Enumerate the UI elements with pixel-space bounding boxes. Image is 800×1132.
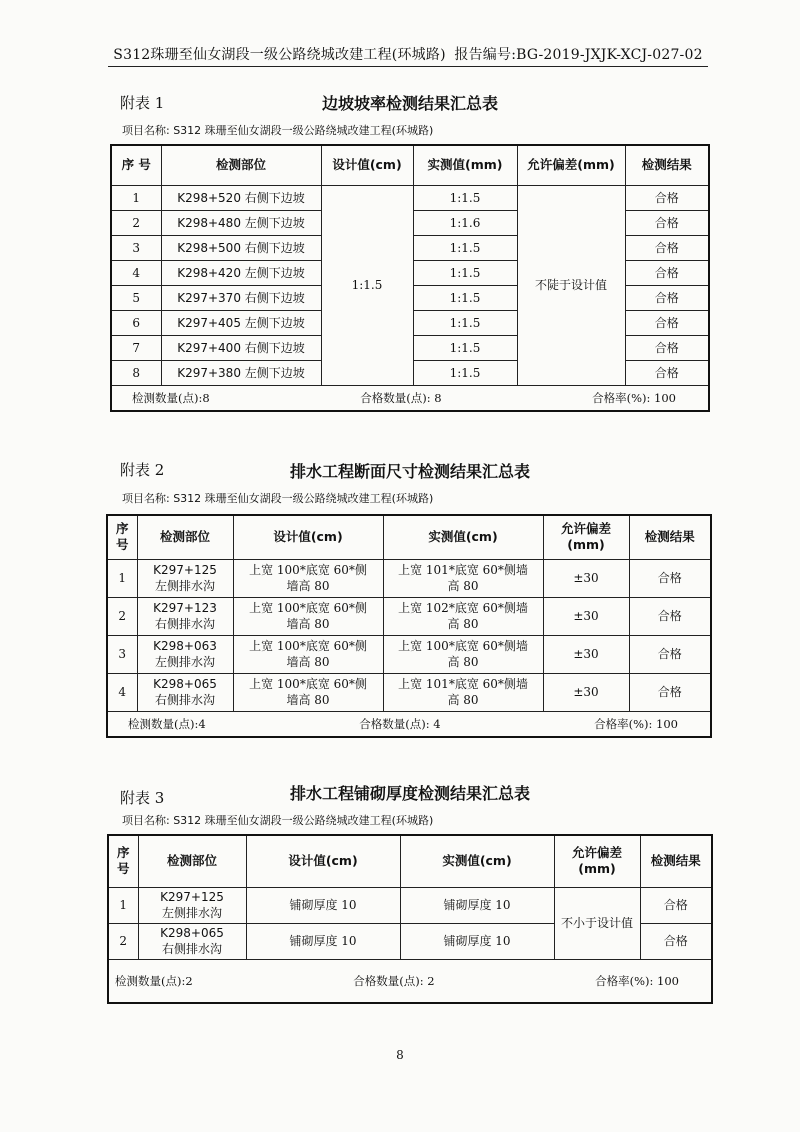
col-header: 允许偏差(mm) (554, 835, 640, 887)
measured-cell (383, 597, 543, 635)
location-cell (137, 635, 233, 673)
measured-cell (383, 559, 543, 597)
slope-table (110, 144, 710, 412)
pass-rate: 合格率(%): 100 (594, 716, 678, 731)
measured-cell (383, 635, 543, 673)
result-cell: 合格 (625, 235, 709, 260)
measured-cell: 1:1.5 (413, 310, 517, 335)
location-side: 左侧排水沟 (154, 579, 215, 593)
measured-line: 上宽 102*底宽 60*侧墙 (398, 601, 528, 615)
annex-1-label: 附表 1 (120, 94, 165, 112)
location-cell: K297+380 左侧下边坡 (161, 360, 321, 385)
measured-line: 上宽 101*底宽 60*侧墙 (398, 677, 528, 691)
col-header: 实测值(mm) (413, 145, 517, 185)
table3-title: 排水工程铺砌厚度检测结果汇总表 (289, 784, 530, 803)
measured-line: 高 80 (447, 579, 479, 593)
design-line: 上宽 100*底宽 60*侧 (249, 677, 367, 691)
table-header-row (107, 515, 711, 559)
row-number: 1 (107, 559, 137, 597)
row-number: 1 (108, 887, 138, 923)
measured-line: 上宽 101*底宽 60*侧墙 (398, 563, 528, 577)
location-cell: K298+420 左侧下边坡 (161, 260, 321, 285)
annex-2-label: 附表 2 (120, 461, 165, 479)
result-cell: 合格 (625, 185, 709, 210)
col-header: 检测部位 (161, 145, 321, 185)
location-side: 左侧排水沟 (161, 906, 222, 920)
row-number: 3 (111, 235, 161, 260)
measured-cell: 铺砌厚度 10 (400, 923, 554, 959)
col-header: 设计值(cm) (321, 145, 413, 185)
location-cell (138, 887, 246, 923)
location-cell: K297+370 右侧下边坡 (161, 285, 321, 310)
col-header: 设计值(cm) (246, 835, 400, 887)
project-title: S312珠珊至仙女湖段一级公路绕城改建工程(环城路) (113, 47, 446, 63)
design-line: 上宽 100*底宽 60*侧 (249, 639, 367, 653)
station: K297+123 (153, 601, 217, 615)
row-number: 8 (111, 360, 161, 385)
station: K297+125 (153, 563, 217, 577)
measured-cell: 1:1.5 (413, 235, 517, 260)
report-number: BG-2019-JXJK-XCJ-027-02 (516, 47, 703, 63)
summary-row (107, 711, 711, 737)
result-cell: 合格 (629, 635, 711, 673)
annex-3-label: 附表 3 (120, 789, 165, 807)
location-cell (137, 597, 233, 635)
col-header: 序 号 (111, 145, 161, 185)
table-row (107, 635, 711, 673)
location-side: 左侧排水沟 (154, 655, 215, 669)
col-header: 允许偏差(mm) (517, 145, 625, 185)
col-header: 序号 (107, 515, 137, 559)
result-cell: 合格 (625, 260, 709, 285)
col-header: 实测值(cm) (383, 515, 543, 559)
table-header-row (108, 835, 712, 887)
location-cell (137, 673, 233, 711)
result-cell: 合格 (625, 285, 709, 310)
table2-title: 排水工程断面尺寸检测结果汇总表 (289, 462, 530, 481)
table-header-row (111, 145, 709, 185)
location-cell: K297+400 右侧下边坡 (161, 335, 321, 360)
tolerance-cell: ±30 (543, 673, 629, 711)
inspection-count: 检测数量(点):8 (132, 390, 210, 405)
page-number: 8 (396, 1048, 404, 1062)
station: K298+065 (160, 926, 224, 940)
col-header: 允许偏差(mm) (543, 515, 629, 559)
pass-rate: 合格率(%): 100 (595, 973, 679, 988)
result-cell: 合格 (640, 923, 712, 959)
tolerance-cell: ±30 (543, 635, 629, 673)
col-header: 检测结果 (640, 835, 712, 887)
col-header: 检测部位 (137, 515, 233, 559)
measured-cell: 铺砌厚度 10 (400, 887, 554, 923)
design-line: 墙高 80 (286, 655, 330, 669)
measured-cell: 1:1.6 (413, 210, 517, 235)
table1-title: 边坡坡率检测结果汇总表 (321, 94, 498, 113)
table-row (108, 887, 712, 923)
row-number: 7 (111, 335, 161, 360)
col-header: 实测值(cm) (400, 835, 554, 887)
station: K298+065 (153, 677, 217, 691)
result-cell: 合格 (629, 559, 711, 597)
location-side: 右侧排水沟 (161, 942, 222, 956)
station: K298+063 (153, 639, 217, 653)
page-header (108, 44, 708, 67)
design-cell: 铺砌厚度 10 (246, 923, 400, 959)
col-header: 序号 (108, 835, 138, 887)
result-cell: 合格 (625, 360, 709, 385)
design-line: 墙高 80 (286, 693, 330, 707)
table-row (107, 673, 711, 711)
design-cell (233, 635, 383, 673)
design-cell (233, 673, 383, 711)
measured-line: 高 80 (447, 655, 479, 669)
row-number: 5 (111, 285, 161, 310)
report-label: 报告编号: (454, 47, 517, 63)
tolerance-cell: 不小于设计值 (554, 887, 640, 959)
design-cell (233, 559, 383, 597)
result-cell: 合格 (640, 887, 712, 923)
design-line: 上宽 100*底宽 60*侧 (249, 601, 367, 615)
col-header: 设计值(cm) (233, 515, 383, 559)
result-cell: 合格 (629, 597, 711, 635)
measured-cell: 1:1.5 (413, 260, 517, 285)
table-row (111, 185, 709, 210)
measured-cell: 1:1.5 (413, 360, 517, 385)
table-row (107, 597, 711, 635)
measured-line: 高 80 (447, 617, 479, 631)
measured-line: 高 80 (447, 693, 479, 707)
design-cell: 铺砌厚度 10 (246, 887, 400, 923)
inspection-count: 检测数量(点):4 (128, 716, 206, 731)
row-number: 2 (108, 923, 138, 959)
tolerance-cell: ±30 (543, 559, 629, 597)
col-header: 检测结果 (629, 515, 711, 559)
pass-count: 合格数量(点): 2 (353, 973, 435, 988)
station: K297+125 (160, 890, 224, 904)
measured-cell: 1:1.5 (413, 335, 517, 360)
row-number: 2 (111, 210, 161, 235)
tolerance-cell: ±30 (543, 597, 629, 635)
design-value: 1:1.5 (321, 185, 413, 385)
row-number: 4 (107, 673, 137, 711)
pass-count: 合格数量(点): 8 (360, 390, 442, 405)
result-cell: 合格 (629, 673, 711, 711)
summary-row (111, 385, 709, 411)
design-line: 墙高 80 (286, 617, 330, 631)
table3-project: 项目名称: S312 珠珊至仙女湖段一级公路绕城改建工程(环城路) (122, 814, 434, 827)
location-side: 右侧排水沟 (154, 617, 215, 631)
table-row (107, 559, 711, 597)
measured-cell: 1:1.5 (413, 185, 517, 210)
drainage-thickness-table (107, 834, 713, 1004)
measured-line: 上宽 100*底宽 60*侧墙 (398, 639, 528, 653)
design-line: 上宽 100*底宽 60*侧 (249, 563, 367, 577)
measured-cell (383, 673, 543, 711)
row-number: 3 (107, 635, 137, 673)
result-cell: 合格 (625, 210, 709, 235)
row-number: 6 (111, 310, 161, 335)
location-cell (137, 559, 233, 597)
result-cell: 合格 (625, 310, 709, 335)
table2-project: 项目名称: S312 珠珊至仙女湖段一级公路绕城改建工程(环城路) (122, 492, 434, 505)
location-cell: K297+405 左侧下边坡 (161, 310, 321, 335)
pass-rate: 合格率(%): 100 (592, 390, 676, 405)
summary-row (108, 959, 712, 1003)
location-cell (138, 923, 246, 959)
design-cell (233, 597, 383, 635)
location-cell: K298+520 右侧下边坡 (161, 185, 321, 210)
pass-count: 合格数量(点): 4 (359, 716, 441, 731)
table1-project: 项目名称: S312 珠珊至仙女湖段一级公路绕城改建工程(环城路) (122, 124, 434, 137)
result-cell: 合格 (625, 335, 709, 360)
row-number: 1 (111, 185, 161, 210)
tolerance-cell: 不陡于设计值 (517, 185, 625, 385)
location-cell: K298+480 左侧下边坡 (161, 210, 321, 235)
measured-cell: 1:1.5 (413, 285, 517, 310)
design-line: 墙高 80 (286, 579, 330, 593)
row-number: 2 (107, 597, 137, 635)
drainage-section-table (106, 514, 712, 738)
inspection-count: 检测数量(点):2 (115, 973, 193, 988)
location-cell: K298+500 右侧下边坡 (161, 235, 321, 260)
col-header: 检测结果 (625, 145, 709, 185)
row-number: 4 (111, 260, 161, 285)
col-header: 检测部位 (138, 835, 246, 887)
location-side: 右侧排水沟 (154, 693, 215, 707)
